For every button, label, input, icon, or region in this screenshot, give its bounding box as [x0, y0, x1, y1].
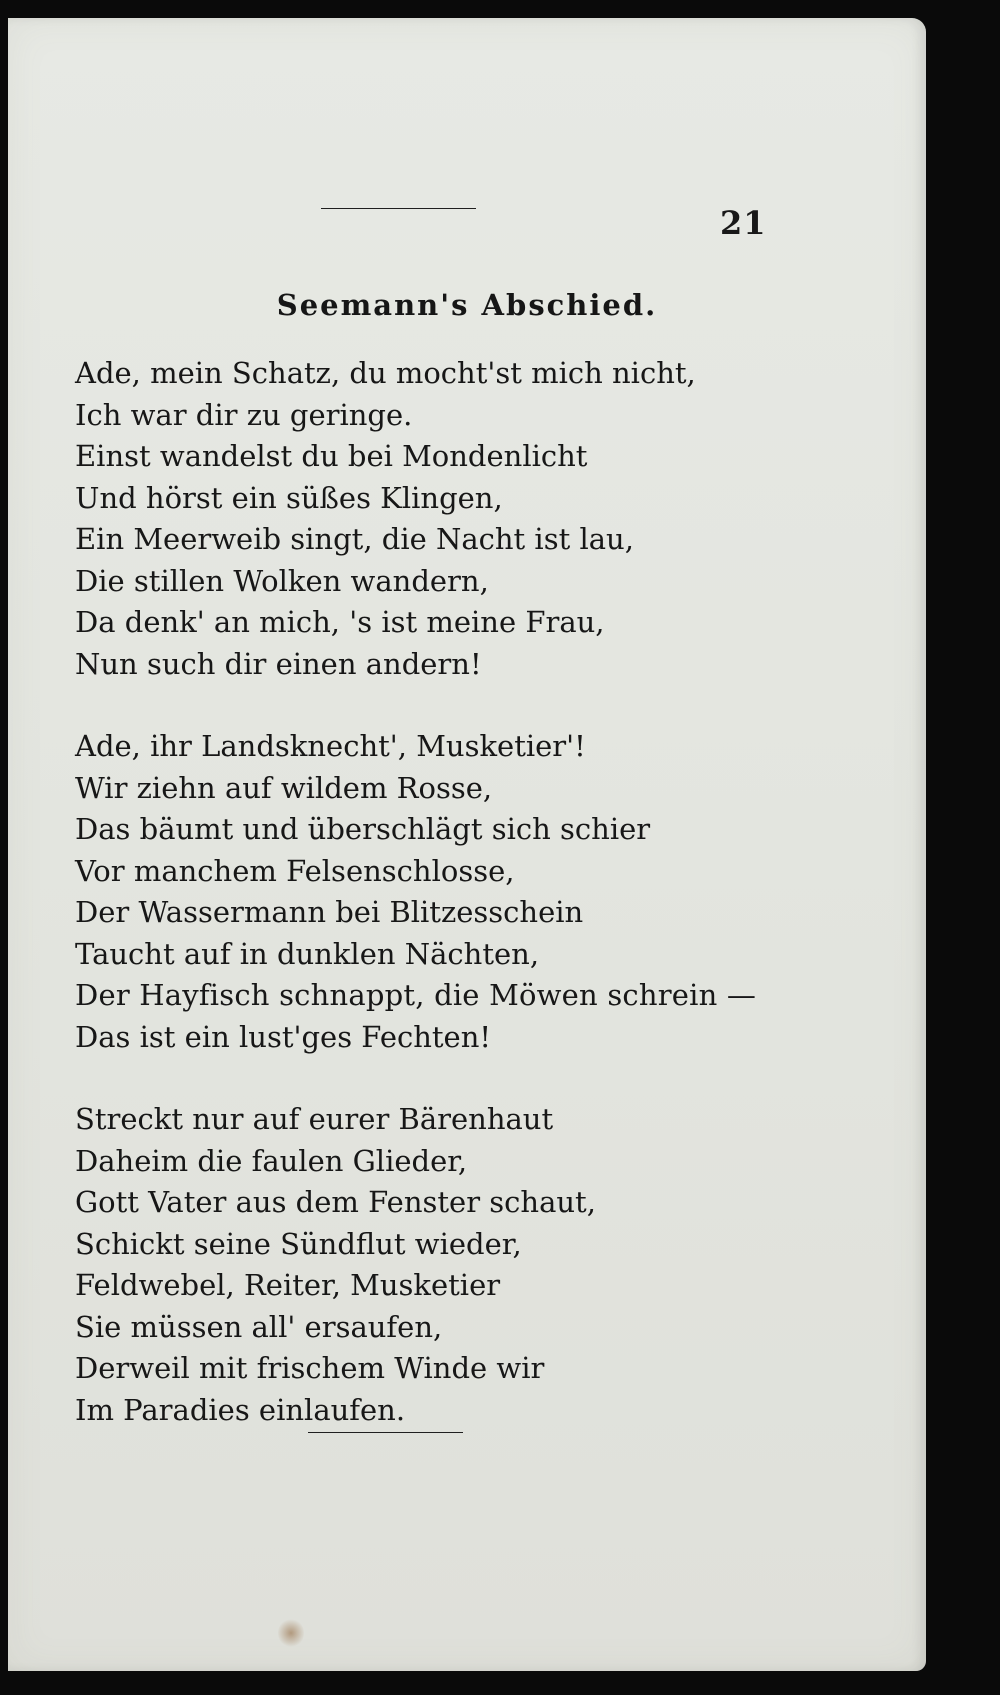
poem-line: Vor manchem Felsenschlosse,	[75, 853, 515, 888]
poem-line: Sie müssen all' ersaufen,	[75, 1309, 443, 1344]
poem-line: Ich war dir zu geringe.	[75, 397, 413, 432]
poem-line: Streckt nur auf eurer Bärenhaut	[75, 1102, 554, 1136]
stanza	[75, 353, 715, 685]
poem-line: Feldwebel, Reiter, Musketier	[75, 1268, 501, 1302]
poem-line: Derweil mit frischem Winde wir	[75, 1351, 545, 1385]
poem-line: Die stillen Wolken wandern,	[75, 563, 489, 598]
poem-line: Der Hayfisch schnappt, die Möwen schrein —	[75, 978, 757, 1012]
page-number: 21	[720, 204, 767, 242]
poem-line: Ade, ihr Landsknecht', Musketier'!	[75, 729, 586, 763]
header-rule	[321, 208, 476, 209]
poem-line: Daheim die faulen Glieder,	[75, 1143, 468, 1178]
poem-line: Das ist ein lust'ges Fechten!	[75, 1019, 492, 1054]
poem-line: Wir ziehn auf wildem Rosse,	[75, 770, 493, 805]
poem-title: Seemann's Abschied.	[276, 288, 658, 322]
poem-line: Schickt seine Sündflut wieder,	[75, 1226, 522, 1261]
poem-body	[75, 353, 757, 1431]
poem-line: Ein Meerweib singt, die Nacht ist lau,	[75, 522, 634, 556]
poem-line: Das bäumt und überschlägt sich schier	[75, 812, 651, 846]
stanza	[75, 1099, 715, 1431]
poem-line: Taucht auf in dunklen Nächten,	[75, 936, 540, 971]
poem-line: Nun such dir einen andern!	[75, 646, 482, 681]
stanza	[75, 726, 757, 1058]
footer-rule	[308, 1432, 463, 1433]
poem-line: Und hörst ein süßes Klingen,	[75, 480, 503, 515]
book-page	[8, 18, 926, 1671]
poem-line: Da denk' an mich, 's ist meine Frau,	[75, 605, 605, 639]
poem-line: Einst wandelst du bei Mondenlicht	[75, 439, 588, 473]
poem-line: Gott Vater aus dem Fenster schaut,	[75, 1185, 596, 1219]
poem-line: Der Wassermann bei Blitzesschein	[75, 895, 584, 929]
poem-line: Im Paradies einlaufen.	[75, 1392, 406, 1427]
poem-line: Ade, mein Schatz, du mocht'st mich nicht,	[75, 356, 696, 390]
paper-stain	[278, 1618, 304, 1648]
